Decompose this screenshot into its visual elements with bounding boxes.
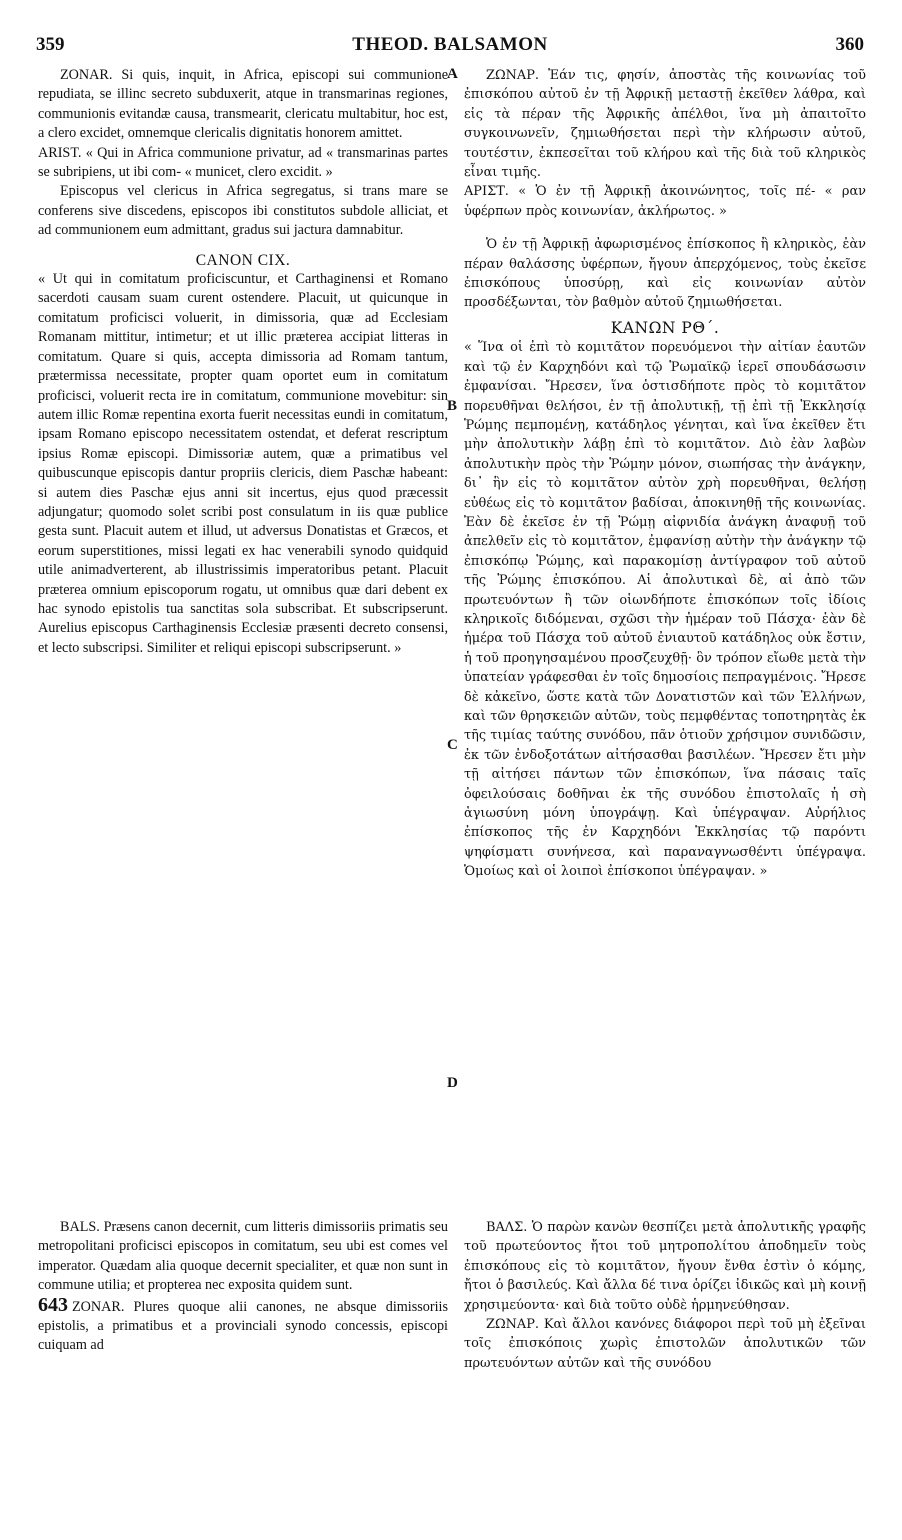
margin-marker-c: C <box>447 737 458 753</box>
latin-zonar-summary: ZONAR. Si quis, inquit, in Africa, episcopi sui communione repudiata, se illinc secreto subduxerit, atque in transmarinas regiones, communionis evitandæ causa, transmearit, clericatu multabitur, hoc est, a clero excidet, omnemque clericalis dignitatis honorem amittet. <box>38 67 448 142</box>
margin-number: 643 <box>38 1293 68 1316</box>
latin-commentary <box>38 1218 448 1356</box>
running-title: THEOD. BALSAMON <box>352 34 548 55</box>
right-page-number: 360 <box>835 34 864 55</box>
latin-summary: Episcopus vel clericus in Africa segregatus, si trans mare se conferens sive discedens, episcopos ibi constitutos subdole alliciat, et ad communionem eum admittant, gradus sui jactura damnabitur. <box>38 183 448 239</box>
latin-bals: BALS. Præsens canon decernit, cum litteris dimissoriis primatis seu metropolitani proficisci episcopos in comitatum, seu ubi est comes vel imperator. Quædam alia quoque decernit specialiter, et quæ non sunt in commune utilia; et propterea nec exposita quidem sunt. <box>38 1219 448 1294</box>
greek-summary: Ὁ ἐν τῇ Ἀφρικῇ ἀφωρισμένος ἐπίσκοπος ἢ κληρικὸς, ἐὰν πέραν θαλάσσης ὑφέρπων, ἤγουν ἀπερχόμενος, τοὺς ἐκεῖσε ἐπισκόπους ὑποσύρῃ, καὶ εἰς κοινωνίαν αὐτὸν προσδέξωνται, τὸν βαθμὸν αὐτοῦ ζημιωθήσεται. <box>464 237 866 311</box>
latin-column <box>38 66 448 658</box>
margin-marker-a: A <box>447 66 458 82</box>
margin-marker-d: D <box>447 1075 458 1091</box>
latin-canon-heading: CANON CIX. <box>195 251 291 269</box>
greek-bals: ΒΑΛΣ. Ὁ παρὼν κανὼν θεσπίζει μετὰ ἀπολυτικῆς γραφῆς τοῦ πρωτεύοντος ἤτοι τοῦ μητροπολίτου ἀποδημεῖν τοὺς ἐπισκόπους εἰς τὸ κομιτᾶτον, ἤγουν ἔνθα ἐστὶν ὁ κόμης, ἤτοι ὁ βασιλεύς. Καὶ ἄλλα δέ τινα ὁρίζει ἰδικῶς καὶ μὴ κοινῇ χρησιμεύοντα· καὶ διὰ τοῦτο οὐδὲ ἡρμηνεύθησαν. <box>464 1220 866 1313</box>
greek-column <box>464 66 866 882</box>
latin-zonar-end: ZONAR. Plures quoque alii canones, ne absque dimissoriis epistolis, a primatibus et a provinciali synodo concessis, episcopi cuiquam ad <box>38 1298 448 1354</box>
greek-canon-text: « Ἵνα οἱ ἐπὶ τὸ κομιτᾶτον πορευόμενοι τὴν αἰτίαν ἑαυτῶν καὶ τῷ ἐν Καρχηδόνι καὶ τῷ Ῥωμαϊκῷ ἱερεῖ σπουδάσωσιν ἐμφανίσαι. Ἤρεσεν, ἵνα ὁστισδήποτε πρὸς τὸ κομιτᾶτον πορευθῆναι θελήσοι, ἐν τῇ ἀπολυτικῇ, τῇ ἐπὶ τῇ Ἐκκλησίᾳ Ῥώμης πεμπομένῃ, κατάδηλος γένηται, καὶ ἵνα ἐκεῖθεν ἔτι μὴν ἀπολυτικὴν λάβῃ ἐπὶ τὸ κομιτᾶτον. Διὸ ἐὰν λαβὼν ἀπολυτικὴν πρὸς τὴν Ῥώμην μόνον, σιωπήσας τὴν ἀνάγκην, δι᾽ ἣν εἰς τὸ κομιτᾶτον αὐτὸν χρὴ πορευθῆναι, θελήσῃ εὐθέως εἰς τὸ κομιτᾶτον βαδίσαι, ἀποκινηθῇ τῆς κοινωνίας. Ἐὰν δὲ ἐκεῖσε ἐν τῇ Ῥώμῃ αἰφνιδία ἀνάγκη ἀναφυῇ τοῦ ἀπελθεῖν εἰς τὸ κομιτᾶτον, ἐμφανίσῃ αὐτὴν τὴν ἀνάγκην τῷ ἐπισκόπῳ Ῥώμης, καὶ παρακομίσῃ ἀντίγραφον τοῦ αὐτοῦ τῆς Ῥώμης ἐπισκόπου. Αἱ ἀπολυτικαὶ δὲ, αἱ ἀπὸ τῶν πρωτευόντων ἢ τῶν οἱωνδήποτε ἐπισκόπων τοῖς ἰδίοις κληρικοῖς διδόμεναι, σχῶσι τὴν ἡμέραν τοῦ Πάσχα· ἐὰν δὲ ἡμέρα τοῦ Πάσχα τοῦ αὐτοῦ ἐνιαυτοῦ κατάδηλος οὐκ ἔστιν, ἡ τοῦ προηγησαμένου προσζευχθῇ· ὃν τρόπον εἴωθε μετὰ τὴν ὑπατείαν γράφεσθαι ἐν τοῖς δημοσίοις πεπραγμένοις. Ἤρεσε δὲ κἀκεῖνο, ὥστε κατὰ τῶν Δονατιστῶν καὶ τῶν Ἑλλήνων, καὶ τῶν θρησκειῶν αὐτῶν, τοὺς πεμφθέντας τοποτηρητὰς ἐκ τῆς τιμίας ταύτης συνόδου, πᾶν ὁτιοῦν χρήσιμον συνιδῶσιν, ἐκ τῶν ἐνδοξοτάτων αἰτήσασθαι βασιλέων. Ἤρεσεν ἔτι μὴν τῇ αἰτήσει πάντων τῶν ἐπισκόπων, ἵνα πάσαις ταῖς ὀφειλούσαις δοθῆναι ἐκ τῆς συνόδου ἐπιστολαῖς ἡ σὴ ἁγιωσύνη μόνη ὑπογράψῃ. Καὶ ὑπέγραψαν. Αὐρήλιος ἐπίσκοπος τῆς ἐν Καρχηδόνι Ἐκκλησίας τῷ παρόντι ψηφίσματι συνήνεσα, καὶ παραναγνωσθέντι ὑπέγραψα. Ὁμοίως καὶ οἱ λοιποὶ ἐπίσκοποι ὑπέγραψαν. » <box>464 340 866 880</box>
greek-arist: ΑΡΙΣΤ. « Ὁ ἐν τῇ Ἀφρικῇ ἀκοινώνητος, τοῖς πέ- « ραν ὑφέρπων πρὸς κοινωνίαν, ἀκλήρωτος. » <box>464 184 866 219</box>
left-page-number: 359 <box>36 34 65 55</box>
latin-arist: ARIST. « Qui in Africa communione privatur, ad « transmarinas partes se subripiens, ut ibi com- « municet, clero excidit. » <box>38 144 448 181</box>
margin-marker-b: B <box>447 398 458 414</box>
greek-canon-heading: ΚΑΝΩΝ ΡΘ΄. <box>610 318 720 337</box>
greek-zonar-end: ΖΩΝΑΡ. Καὶ ἄλλοι κανόνες διάφοροι περὶ τοῦ μὴ ἐξεῖναι τοῖς ἐπισκόποις χωρὶς ἐπιστολῶν ἀπολυτικῶν τῶν πρωτευόντων αὐτῶν καὶ τῆς συνόδου <box>464 1317 866 1371</box>
greek-commentary <box>464 1218 866 1373</box>
greek-zonar-summary: ΖΩΝΑΡ. Ἐάν τις, φησίν, ἀποστὰς τῆς κοινωνίας τοῦ ἐπισκόπου αὐτοῦ ἐν τῇ Ἀφρικῇ μεταστῇ ἐκεῖθεν λάθρα, καὶ εἰς τὰ πέραν τῆς Ἀφρικῆς ἀπέλθοι, ἵνα μὴ ἀπαιτοῖτο συγκοινωνεῖν, ζημιωθήσεται περὶ τὴν κλήρωσιν αὐτοῦ, τουτέστιν, ἐκπεσεῖται τοῦ κλήρου καὶ τῆς διὰ τοῦ κληρικὸς εἶναι τιμῆς. <box>464 68 866 181</box>
running-header <box>36 34 864 58</box>
latin-canon-text: « Ut qui in comitatum proficiscuntur, et Carthaginensi et Romano sacerdoti causam suam curent ostendere. Placuit, ut quicunque in comitatum proficisci voluerit, in dimissoria, quæ ad Ecclesiam Romanam mittitur, intimetur; et ut illic præterea accipiat litteras in comitatum. Quare si quis, accepta dimissoria ad Romam tantum, prætermissa necessitate, propter quam oportet eum in comitatum proficisci, voluerit recta ire in comitatum, communione movebitur: sin autem illic Romæ repentina exorta fuerit necessitas eundi in comitatum, ipsam Romano episcopo necessitatem ostendat, et deferat rescriptum ipsius Romæ episcopi. Dimissoriæ autem, quæ a primatibus vel quibuscunque episcopis dantur propriis clericis, diem Paschæ habeant: si autem dies Paschæ ejus anni sit incertus, ejus quod præcessit adjungatur; quomodo solet scribi post consulatum in iis quæ publice gesta sunt. Placuit autem et illud, ut adversus Donatistas et Græcos, et eorum superstitiones, missi legati ex hac venerabili synodo quidquid utile animadverterent, ab illustrissimis imperatoribus petant. Placuit præterea omnium episcoporum rogatu, ut omnibus quæ dari debent ex hac synodo epistolis tua sanctitas sola subscribat. Et subscripserunt. Aurelius episcopus Carthaginensis Ecclesiæ præsenti decreto consensi, et lecto subscripsi. Similiter et reliqui episcopi subscripserunt. » <box>38 271 448 656</box>
